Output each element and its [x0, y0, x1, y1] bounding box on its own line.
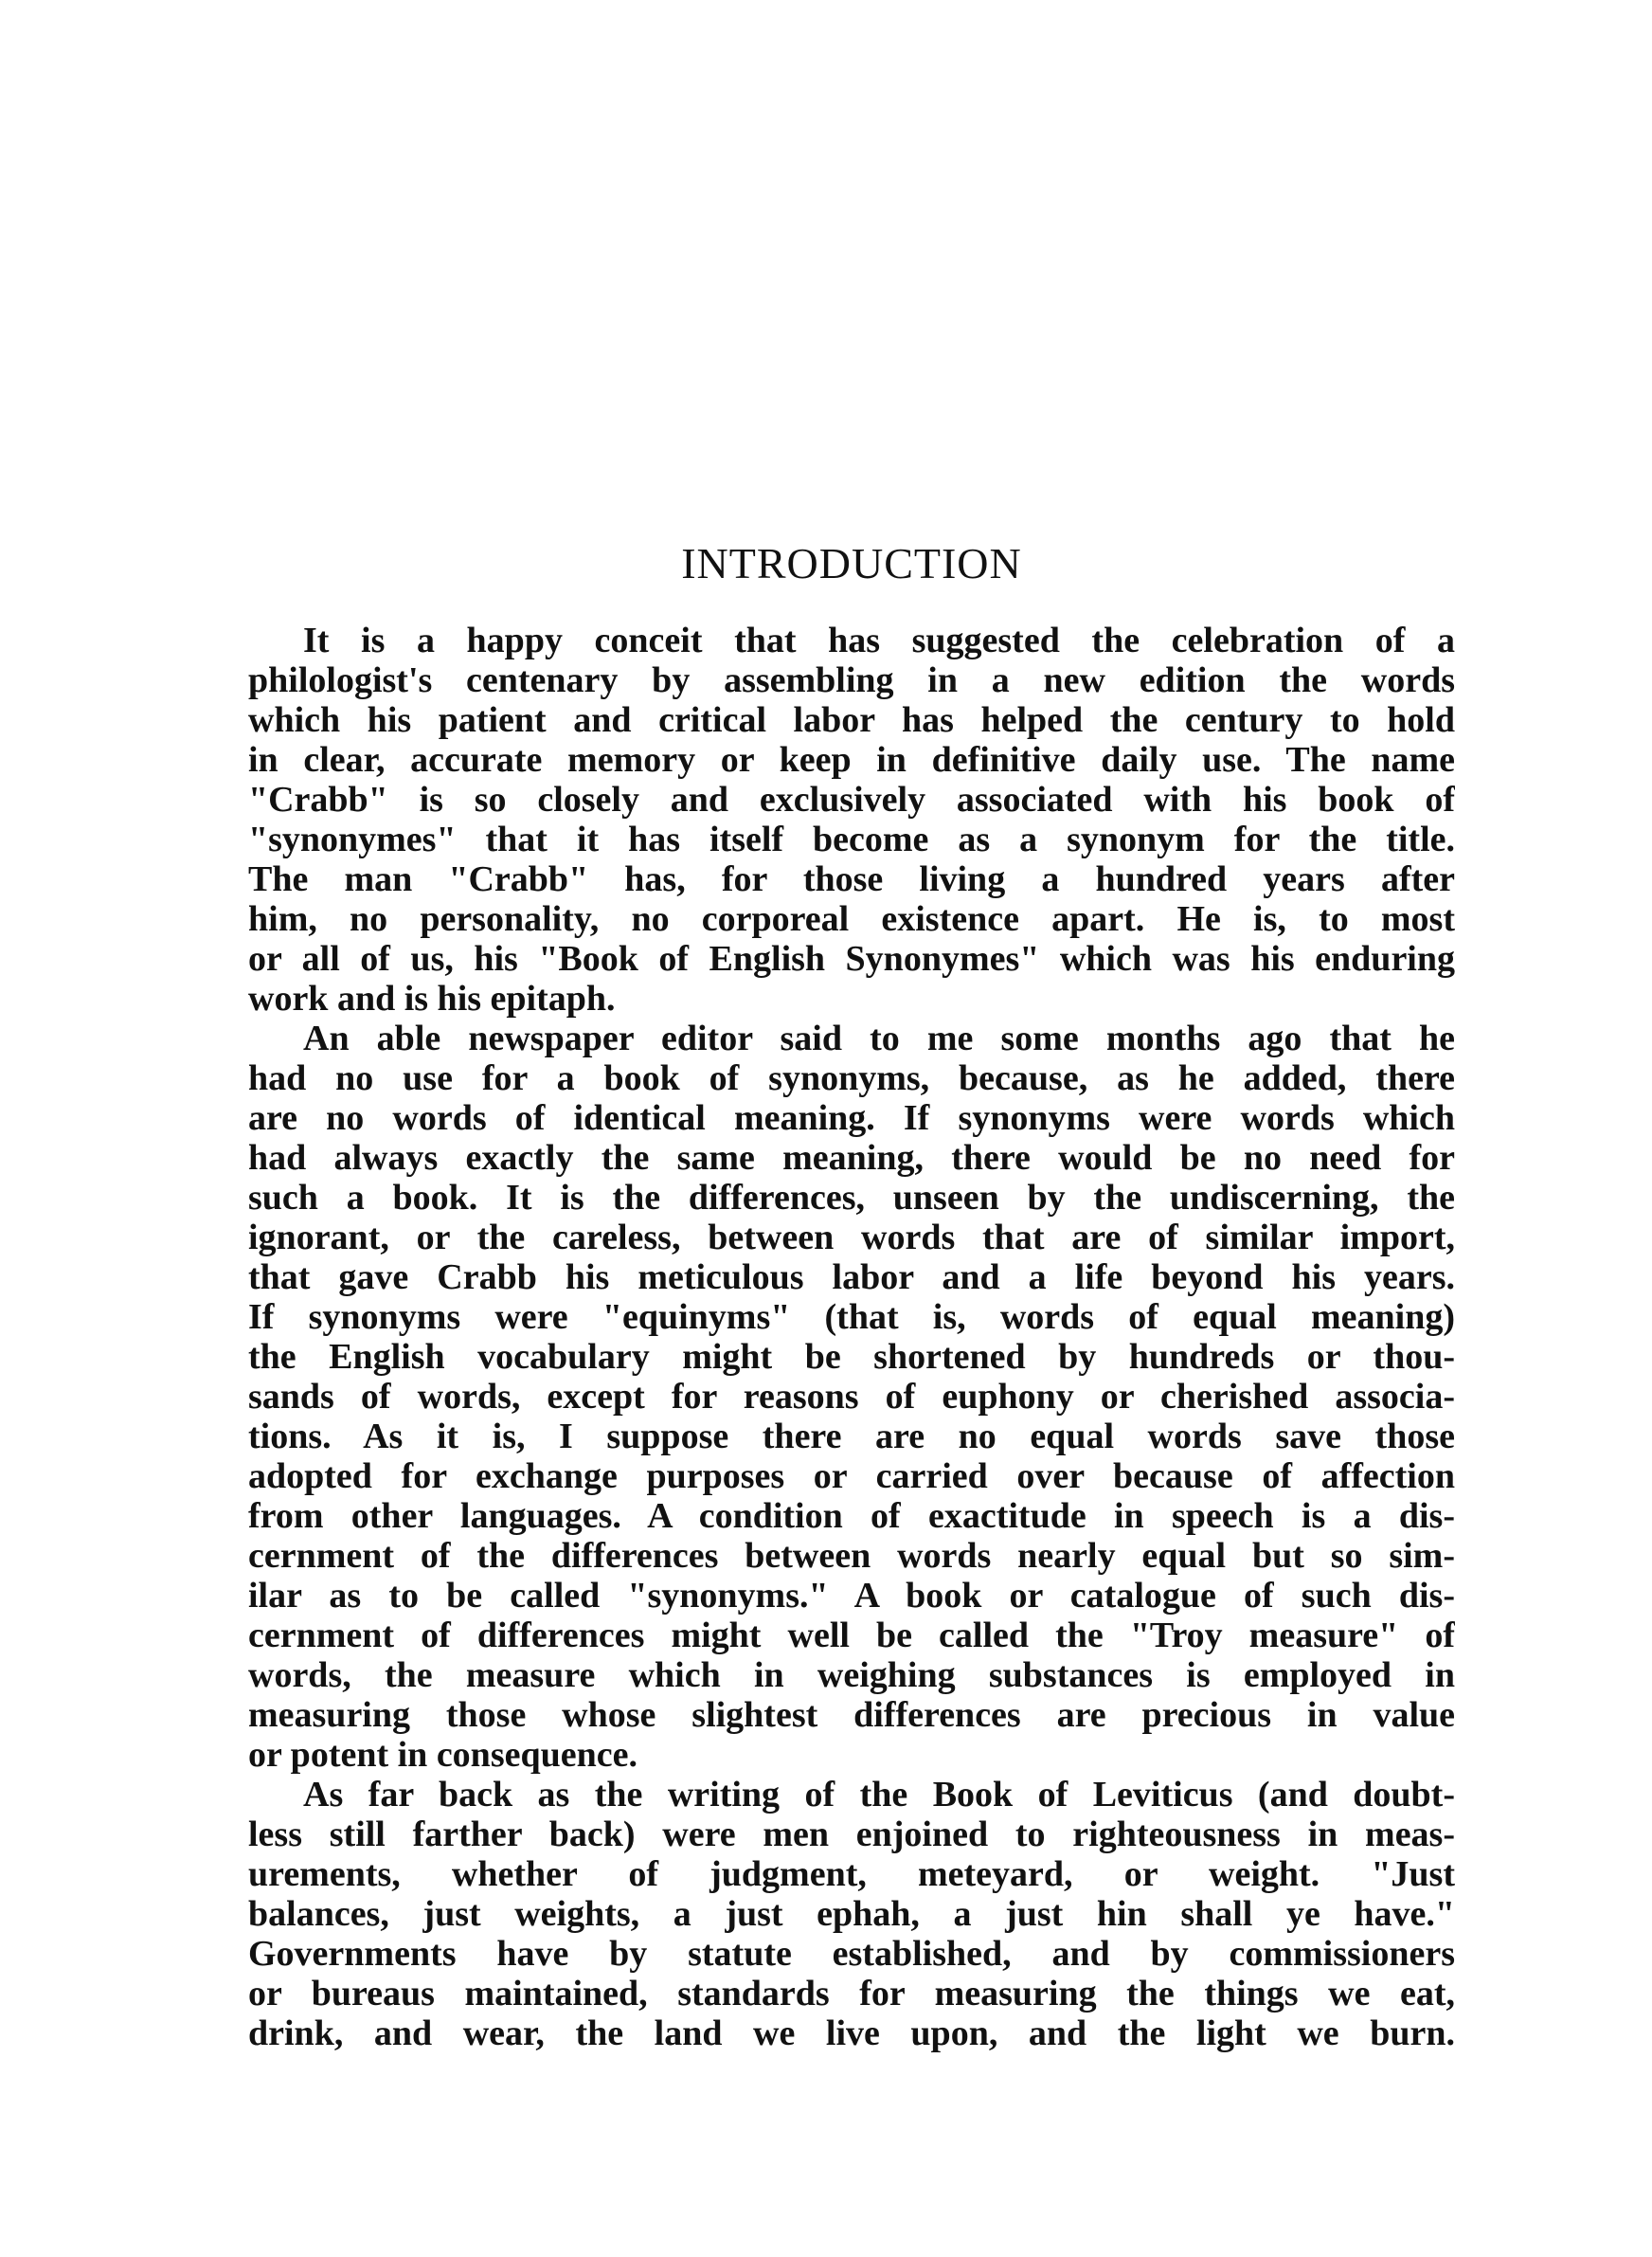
text-line: the English vocabulary might be shortened by hundreds or thou-: [248, 1337, 1455, 1377]
text-line: which his patient and critical labor has helped the century to hold: [248, 700, 1455, 740]
text-line: or bureaus maintained, standards for measuring the things we eat,: [248, 1974, 1455, 2013]
text-line: As far back as the writing of the Book of Leviticus (and doubt-: [303, 1775, 1455, 1815]
text-line: work and is his epitaph.: [248, 979, 616, 1019]
text-line: him, no personality, no corporeal existence apart. He is, to most: [248, 899, 1455, 939]
text-line: tions. As it is, I suppose there are no equal words save those: [248, 1417, 1455, 1456]
text-line: ilar as to be called "synonyms." A book or catalogue of such dis-: [248, 1576, 1455, 1616]
text-line: An able newspaper editor said to me some months ago that he: [303, 1019, 1455, 1058]
text-line: such a book. It is the differences, unseen by the undiscerning, the: [248, 1178, 1455, 1218]
text-line: sands of words, except for reasons of euphony or cherished associa-: [248, 1377, 1455, 1417]
text-line: or all of us, his "Book of English Synonymes" which was his enduring: [248, 939, 1455, 979]
text-line: words, the measure which in weighing substances is employed in: [248, 1655, 1455, 1695]
text-line: It is a happy conceit that has suggested the celebration of a: [303, 621, 1455, 660]
text-line: adopted for exchange purposes or carried over because of affection: [248, 1456, 1455, 1496]
text-line: The man "Crabb" has, for those living a hundred years after: [248, 859, 1455, 899]
text-line: that gave Crabb his meticulous labor and a life beyond his years.: [248, 1257, 1455, 1297]
text-line: balances, just weights, a just ephah, a just hin shall ye have.": [248, 1894, 1455, 1934]
text-line: If synonyms were "equinyms" (that is, words of equal meaning): [248, 1297, 1455, 1337]
text-line: had always exactly the same meaning, there would be no need for: [248, 1138, 1455, 1178]
text-line: urements, whether of judgment, meteyard, or weight. "Just: [248, 1854, 1455, 1894]
text-line: "synonymes" that it has itself become as a synonym for the title.: [248, 820, 1455, 859]
text-line: cernment of differences might well be called the "Troy measure" of: [248, 1616, 1455, 1655]
text-line: had no use for a book of synonyms, because, as he added, there: [248, 1058, 1455, 1098]
text-line: drink, and wear, the land we live upon, and the light we burn.: [248, 2013, 1455, 2053]
text-line: Governments have by statute established, and by commissioners: [248, 1934, 1455, 1974]
text-line: philologist's centenary by assembling in a new edition the words: [248, 660, 1455, 700]
body-text: [248, 621, 1455, 2053]
text-line: less still farther back) were men enjoined to righteousness in meas-: [248, 1815, 1455, 1854]
text-line: "Crabb" is so closely and exclusively associated with his book of: [248, 780, 1455, 820]
text-line: ignorant, or the careless, between words that are of similar import,: [248, 1218, 1455, 1257]
text-line: in clear, accurate memory or keep in definitive daily use. The name: [248, 740, 1455, 780]
text-line: from other languages. A condition of exactitude in speech is a dis-: [248, 1496, 1455, 1536]
text-line: cernment of the differences between words nearly equal but so sim-: [248, 1536, 1455, 1576]
text-line: measuring those whose slightest differences are precious in value: [248, 1695, 1455, 1735]
text-line: or potent in consequence.: [248, 1735, 637, 1775]
page-title: INTRODUCTION: [681, 539, 1022, 587]
text-line: are no words of identical meaning. If synonyms were words which: [248, 1098, 1455, 1138]
